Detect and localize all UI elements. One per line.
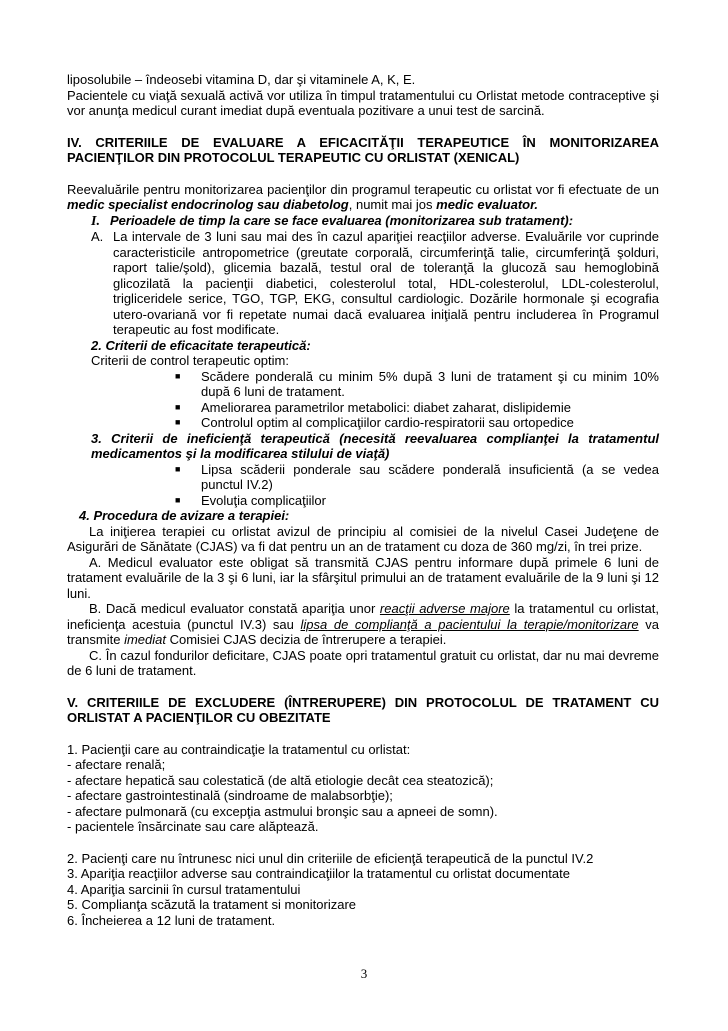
contraception-paragraph: Pacientele cu viaţă sexuală activă vor utiliza în timpul tratamentului cu Orlistat metode contraceptive şi vor anunţa medicul curant imediat după eventuala pozitivare a unui test de sarcină. — [67, 87, 659, 118]
reevaluation-paragraph: Reevaluările pentru monitorizarea pacienţilor din programul terapeutic cu orlistat vor fi efectuate de un medic specialist endocrinolog sau diabetolog, numit mai jos medic evaluator. — [67, 181, 659, 212]
bullet-item: ■ Ameliorarea parametrilor metabolici: diabet zaharat, dislipidemie — [175, 399, 571, 415]
exclusion-line: 3. Apariţia reacţiilor adverse sau contraindicaţiilor la tratamentul cu orlistat documentate — [67, 866, 570, 881]
section-v-heading: V. CRITERIILE DE EXCLUDERE (ÎNTRERUPERE) DIN PROTOCOLUL DE TRATAMENT CU ORLISTAT A PACIENŢILOR CU OBEZITATE — [67, 694, 659, 725]
item-3-heading: 3. Criterii de ineficienţă terapeutică (necesită reevaluarea complianţei la tratamentul medicamentos şi la modificarea stilului de viaţă) — [91, 430, 659, 461]
bullet-square-icon: ■ — [175, 417, 181, 427]
exclusion-line: 6. Încheierea a 12 luni de tratament. — [67, 912, 276, 928]
intro-line: liposolubile – îndeosebi vitamina D, dar şi vitaminele A, K, E. — [67, 72, 416, 87]
section-iv-heading: IV. CRITERIILE DE EVALUARE A EFICACITĂŢII TERAPEUTICE ÎN MONITORIZAREA PACIENŢILOR DIN PROTOCOLUL TERAPEUTIC CU ORLISTAT (XENICAL) — [67, 134, 659, 165]
item-2-heading: 2. Criterii de eficacitate terapeutică: — [91, 337, 311, 353]
bullet-square-icon: ■ — [175, 370, 181, 381]
item-4-paragraph: La iniţierea terapiei cu orlistat avizul de principiu al comisiei de la nivelul Casei Judeţene de Asigurări de Sănătate (CJAS) va fi dat pentru un an de tratament cu doza de 360 mg/zi, în trei prize. — [67, 523, 659, 554]
exclusion-line: 1. Pacienţii care au contraindicaţie la tratamentul cu orlistat: — [67, 741, 411, 757]
item-a-label: A. — [91, 229, 104, 244]
item-2-lead: Criterii de control terapeutic optim: — [91, 353, 289, 368]
bullet-square-icon: ■ — [175, 463, 181, 474]
exclusion-line: 2. Pacienţi care nu întrunesc nici unul din criteriile de eficienţă terapeutică de la punctul IV.2 — [67, 850, 594, 866]
item-a-text: La intervale de 3 luni sau mai des în cazul apariţiei reacţiilor adverse. Evaluările vor cuprinde caracteristicile antropometrice (greutate corporală, circumferinţă talie, circumferinţă şolduri, raport talie/şold), glicemia bazală, testul oral de toleranţă la glucoză sau hemoglobină glicozilată la pacienţii diabetici, colesterolul total, HDL-colesterolul, LDL-colesterolul, trigliceridele serice, TGO, TGP, EKG, consultul cardiologic. Dozările hormonale şi ecografia utero-ovariană vor fi repetate numai dacă evaluarea iniţială pentru includerea în Programul terapeutic au fost modificate. — [113, 229, 659, 337]
exclusion-line: - afectare hepatică sau colestatică (de altă etiologie decât cea steatozică); — [67, 772, 494, 788]
bullet-square-icon: ■ — [175, 494, 181, 505]
exclusion-line: 4. Apariţia sarcinii în cursul tratamentului — [67, 881, 301, 897]
item-4-a: A. Medicul evaluator este obligat să transmită CJAS pentru informare după primele 6 luni de tratament evaluările de la 3 şi 6 luni, iar la sfârşitul primului an de tratament evaluările de la 9 luni şi 12 luni. — [67, 554, 659, 601]
item-a — [67, 229, 659, 338]
item-4-heading: 4. Procedura de avizare a terapiei: — [79, 508, 290, 523]
exclusion-line: - afectare renală; — [67, 757, 166, 772]
item-4-c: C. În cazul fondurilor deficitare, CJAS poate opri tratamentul gratuit cu orlistat, dar nu mai devreme de 6 luni de tratament. — [67, 647, 659, 678]
bullet-item: ■ Controlul optim al complicaţiilor cardio-respiratorii sau ortopedice — [175, 415, 574, 430]
exclusion-line: - afectare pulmonară (cu excepţia astmului bronşic sau a apneei de somn). — [67, 803, 498, 819]
exclusion-line: 5. Complianţa scăzută la tratament si monitorizare — [67, 897, 357, 912]
item-4-b: B. Dacă medicul evaluator constată apariţia unor reacţii adverse majore la tratamentul cu orlistat, ineficienţa acestuia (punctul IV.3) sau lipsa de complianţă a pacientului la terapie/monitorizare va transmite imediat Comisiei CJAS decizia de întrerupere a terapiei. — [67, 601, 659, 647]
bullet-item: ■ Lipsa scăderii ponderale sau scădere ponderală insuficientă (a se vedea punctul IV.2) — [175, 461, 659, 492]
exclusion-line: - pacientele însărcinate sau care alăptează. — [67, 819, 319, 834]
bullet-item: ■ Scădere ponderală cu minim 5% după 3 luni de tratament şi cu minim 10% după 6 luni de tratament. — [175, 368, 659, 399]
exclusion-line: - afectare gastrointestinală (sindroame de malabsorbţie); — [67, 788, 393, 803]
bullet-item: ■ Evoluţia complicaţiilor — [175, 492, 326, 508]
page-content — [67, 72, 659, 928]
bullet-square-icon: ■ — [175, 401, 181, 412]
page-number: 3 — [360, 966, 368, 981]
item-1-heading: I. Perioadele de timp la care se face evaluarea (monitorizarea sub tratament): — [91, 212, 574, 229]
